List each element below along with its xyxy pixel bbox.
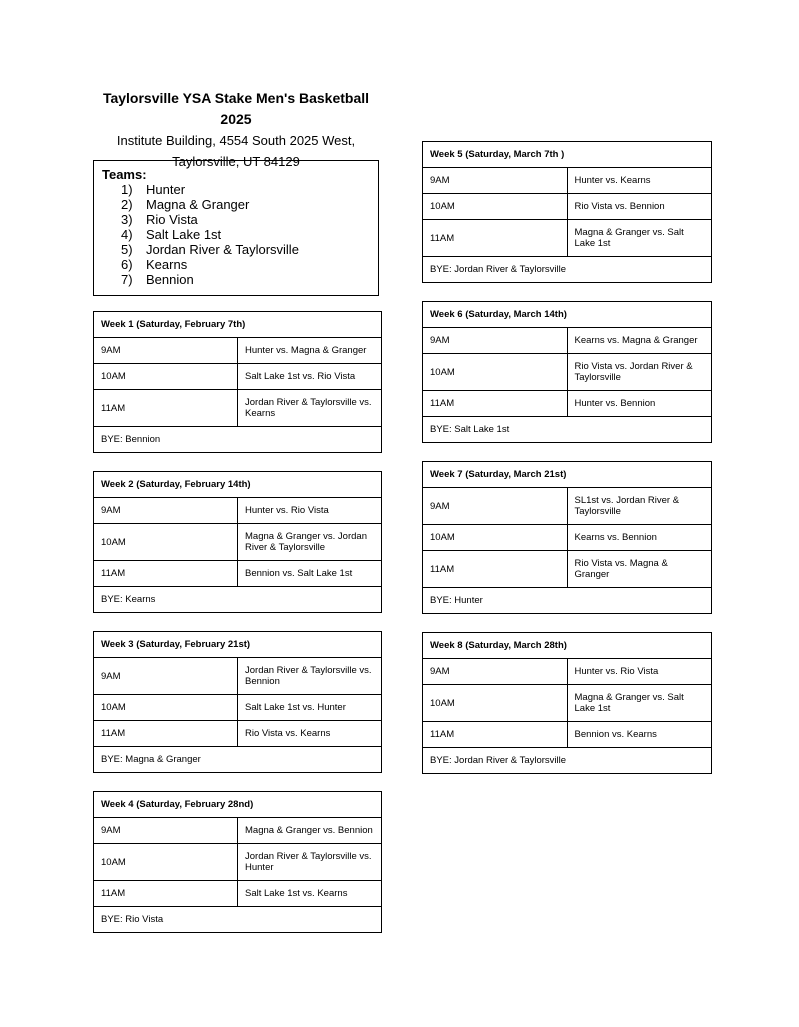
- game-time: 10AM: [94, 364, 238, 390]
- game-row: [423, 722, 712, 748]
- week-title: Week 3 (Saturday, February 21st): [94, 632, 382, 658]
- game-matchup: Magna & Granger vs. Jordan River & Taylorsville: [238, 524, 382, 561]
- game-matchup: Hunter vs. Rio Vista: [238, 498, 382, 524]
- week-8-table: [422, 632, 712, 774]
- week-title: Week 7 (Saturday, March 21st): [423, 462, 712, 488]
- game-row: [94, 881, 382, 907]
- game-time: 10AM: [423, 354, 568, 391]
- game-time: 10AM: [423, 194, 568, 220]
- team-name: Jordan River & Taylorsville: [146, 242, 299, 257]
- game-matchup: Rio Vista vs. Jordan River & Taylorsville: [567, 354, 712, 391]
- bye-text: BYE: Magna & Granger: [94, 747, 382, 773]
- team-number: 6): [121, 257, 133, 272]
- game-matchup: Salt Lake 1st vs. Rio Vista: [238, 364, 382, 390]
- game-matchup: Rio Vista vs. Magna & Granger: [567, 551, 712, 588]
- game-row: [423, 685, 712, 722]
- game-row: [94, 524, 382, 561]
- team-name: Salt Lake 1st: [146, 227, 222, 242]
- team-name: Kearns: [146, 257, 188, 272]
- week-1-table: [93, 311, 382, 453]
- game-matchup: Salt Lake 1st vs. Kearns: [238, 881, 382, 907]
- game-matchup: Kearns vs. Bennion: [567, 525, 712, 551]
- game-matchup: Hunter vs. Bennion: [567, 391, 712, 417]
- game-row: [94, 498, 382, 524]
- week-title: Week 8 (Saturday, March 28th): [423, 633, 712, 659]
- team-number: 2): [121, 197, 133, 212]
- game-time: 11AM: [94, 561, 238, 587]
- game-time: 9AM: [423, 488, 568, 525]
- teams-list: [102, 182, 370, 287]
- game-matchup: Jordan River & Taylorsville vs. Hunter: [238, 844, 382, 881]
- game-time: 11AM: [423, 551, 568, 588]
- game-matchup: Salt Lake 1st vs. Hunter: [238, 695, 382, 721]
- team-number: 3): [121, 212, 133, 227]
- bye-row: [94, 587, 382, 613]
- bye-row: [423, 748, 712, 774]
- game-time: 9AM: [94, 818, 238, 844]
- game-row: [423, 354, 712, 391]
- game-time: 9AM: [94, 498, 238, 524]
- game-matchup: Rio Vista vs. Bennion: [567, 194, 712, 220]
- game-row: [423, 659, 712, 685]
- game-row: [423, 194, 712, 220]
- game-time: 9AM: [94, 338, 238, 364]
- week-header-row: [423, 462, 712, 488]
- team-number: 7): [121, 272, 133, 287]
- team-name: Rio Vista: [146, 212, 198, 227]
- game-row: [94, 364, 382, 390]
- schedule-column-right: [422, 141, 712, 792]
- game-time: 9AM: [423, 328, 568, 354]
- bye-text: BYE: Rio Vista: [94, 907, 382, 933]
- team-name: Hunter: [146, 182, 186, 197]
- schedule-column-left: [93, 311, 382, 951]
- game-time: 10AM: [423, 525, 568, 551]
- week-header-row: [423, 142, 712, 168]
- team-name: Bennion: [146, 272, 194, 287]
- teams-heading: Teams:: [102, 167, 147, 182]
- bye-text: BYE: Salt Lake 1st: [423, 417, 712, 443]
- team-list-item: [121, 242, 370, 257]
- address-line-2: Taylorsville, UT 84129: [172, 154, 300, 169]
- game-matchup: Magna & Granger vs. Salt Lake 1st: [567, 220, 712, 257]
- bye-row: [423, 588, 712, 614]
- team-number: 5): [121, 242, 133, 257]
- game-row: [423, 328, 712, 354]
- week-7-table: [422, 461, 712, 614]
- bye-text: BYE: Hunter: [423, 588, 712, 614]
- week-header-row: [94, 632, 382, 658]
- address-line-1: Institute Building, 4554 South 2025 West,: [116, 133, 356, 148]
- game-row: [94, 844, 382, 881]
- game-matchup: Kearns vs. Magna & Granger: [567, 328, 712, 354]
- game-row: [94, 721, 382, 747]
- team-number: 1): [121, 182, 133, 197]
- game-row: [423, 391, 712, 417]
- game-matchup: Hunter vs. Kearns: [567, 168, 712, 194]
- week-header-row: [423, 302, 712, 328]
- team-list-item: [121, 212, 370, 227]
- game-time: 10AM: [423, 685, 568, 722]
- page-title: Taylorsville YSA Stake Men's Basketball 2025: [102, 90, 370, 127]
- game-row: [94, 561, 382, 587]
- game-time: 9AM: [423, 659, 568, 685]
- week-header-row: [423, 633, 712, 659]
- bye-row: [94, 747, 382, 773]
- week-4-table: [93, 791, 382, 933]
- team-list-item: [121, 227, 370, 242]
- game-row: [423, 220, 712, 257]
- week-title: Week 2 (Saturday, February 14th): [94, 472, 382, 498]
- game-matchup: SL1st vs. Jordan River & Taylorsville: [567, 488, 712, 525]
- game-row: [94, 695, 382, 721]
- game-time: 9AM: [94, 658, 238, 695]
- bye-row: [94, 427, 382, 453]
- game-time: 10AM: [94, 695, 238, 721]
- game-matchup: Jordan River & Taylorsville vs. Kearns: [238, 390, 382, 427]
- week-6-table: [422, 301, 712, 443]
- game-matchup: Magna & Granger vs. Bennion: [238, 818, 382, 844]
- game-row: [423, 525, 712, 551]
- week-title: Week 6 (Saturday, March 14th): [423, 302, 712, 328]
- team-number: 4): [121, 227, 133, 242]
- game-matchup: Hunter vs. Rio Vista: [567, 659, 712, 685]
- game-time: 11AM: [94, 390, 238, 427]
- bye-row: [423, 417, 712, 443]
- game-time: 10AM: [94, 844, 238, 881]
- bye-row: [94, 907, 382, 933]
- bye-text: BYE: Jordan River & Taylorsville: [423, 748, 712, 774]
- week-header-row: [94, 792, 382, 818]
- game-row: [94, 390, 382, 427]
- team-list-item: [121, 272, 370, 287]
- week-title: Week 1 (Saturday, February 7th): [94, 312, 382, 338]
- week-title: Week 5 (Saturday, March 7th ): [423, 142, 712, 168]
- team-list-item: [121, 182, 370, 197]
- game-matchup: Bennion vs. Salt Lake 1st: [238, 561, 382, 587]
- bye-text: BYE: Jordan River & Taylorsville: [423, 257, 712, 283]
- week-title: Week 4 (Saturday, February 28nd): [94, 792, 382, 818]
- game-matchup: Jordan River & Taylorsville vs. Bennion: [238, 658, 382, 695]
- game-row: [423, 488, 712, 525]
- team-list-item: [121, 197, 370, 212]
- game-row: [423, 551, 712, 588]
- bye-text: BYE: Bennion: [94, 427, 382, 453]
- game-matchup: Hunter vs. Magna & Granger: [238, 338, 382, 364]
- game-matchup: Bennion vs. Kearns: [567, 722, 712, 748]
- game-time: 11AM: [94, 881, 238, 907]
- week-5-table: [422, 141, 712, 283]
- game-row: [94, 818, 382, 844]
- bye-row: [423, 257, 712, 283]
- team-name: Magna & Granger: [146, 197, 250, 212]
- team-list-item: [121, 257, 370, 272]
- game-time: 9AM: [423, 168, 568, 194]
- game-matchup: Magna & Granger vs. Salt Lake 1st: [567, 685, 712, 722]
- teams-box: [93, 160, 379, 296]
- week-header-row: [94, 472, 382, 498]
- game-row: [423, 168, 712, 194]
- bye-text: BYE: Kearns: [94, 587, 382, 613]
- game-time: 11AM: [423, 722, 568, 748]
- game-row: [94, 338, 382, 364]
- game-time: 11AM: [423, 220, 568, 257]
- game-matchup: Rio Vista vs. Kearns: [238, 721, 382, 747]
- game-time: 10AM: [94, 524, 238, 561]
- game-row: [94, 658, 382, 695]
- week-3-table: [93, 631, 382, 773]
- week-2-table: [93, 471, 382, 613]
- game-time: 11AM: [423, 391, 568, 417]
- week-header-row: [94, 312, 382, 338]
- game-time: 11AM: [94, 721, 238, 747]
